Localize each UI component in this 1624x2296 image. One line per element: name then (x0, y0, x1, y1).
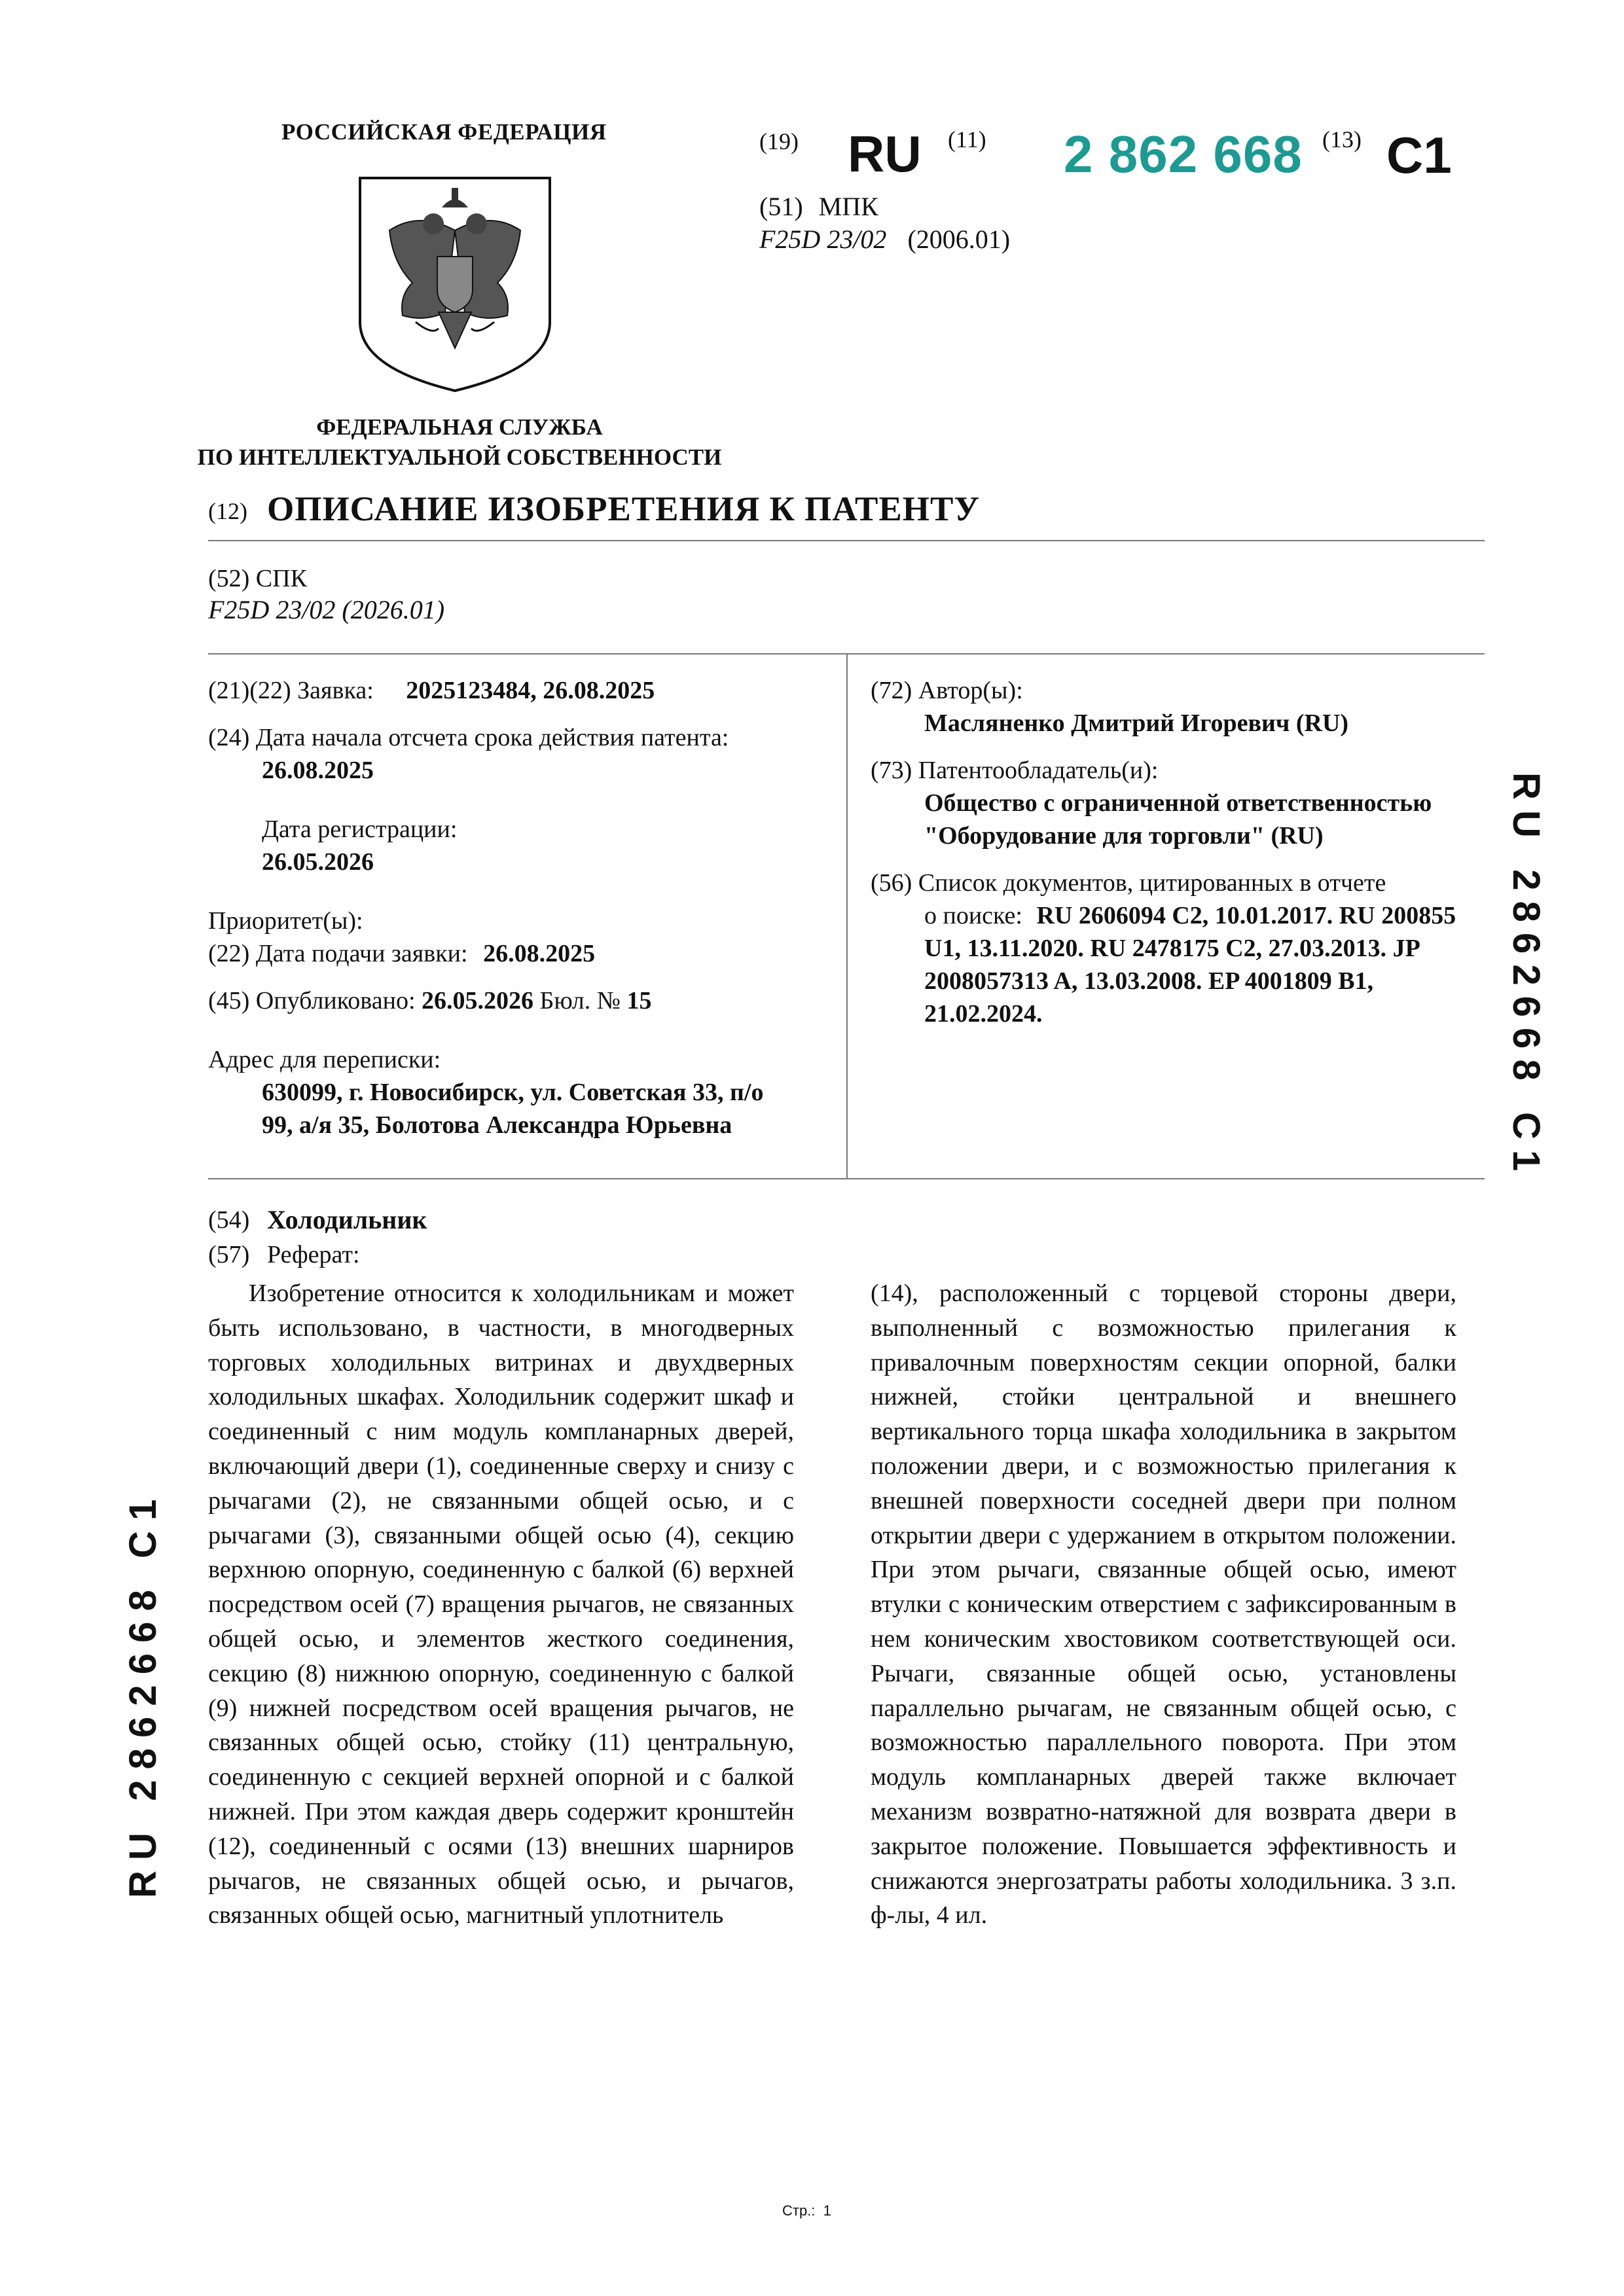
cited-label-2: о поиске: (924, 902, 1022, 929)
document-title: ОПИСАНИЕ ИЗОБРЕТЕНИЯ К ПАТЕНТУ (267, 490, 981, 528)
owner-line-1: Общество с ограниченной ответственностью (924, 789, 1432, 817)
authors-label: (72) Автор(ы): (871, 677, 1023, 704)
side-patent-id-left: R U 2 8 6 2 6 6 8 C 1 (122, 1499, 164, 1898)
application-value: 2025123484, 26.08.2025 (406, 677, 655, 704)
filing-label: (22) Дата подачи заявки: (208, 940, 468, 967)
registration-label: Дата регистрации: (262, 816, 458, 843)
authors-value: Масляненко Дмитрий Игоревич (RU) (924, 709, 1349, 737)
side-patent-id-right: R U 2 8 6 2 6 6 8 C 1 (1505, 772, 1547, 1172)
owner-line-2: "Оборудование для торговли" (RU) (924, 822, 1324, 850)
kind-code: C1 (1386, 126, 1452, 184)
application-label: (21)(22) Заявка: (208, 677, 374, 704)
bulletin-label: Бюл. № (539, 987, 621, 1014)
mpk-label: МПК (818, 192, 878, 221)
owner-label: (73) Патентообладатель(и): (871, 757, 1159, 784)
page-number: Стр.: 1 (782, 2202, 831, 2219)
coat-of-arms-emblem (353, 171, 556, 394)
mpk-version: (2006.01) (907, 224, 1011, 254)
term-start-value: 26.08.2025 (262, 757, 374, 784)
abstract-label: Реферат: (267, 1241, 360, 1268)
column-divider (846, 655, 848, 1178)
spk-classification: F25D 23/02 (2026.01) (208, 595, 445, 624)
agency-line-2: ПО ИНТЕЛЛЕКТУАЛЬНОЙ СОБСТВЕННОСТИ (197, 444, 722, 470)
agency-line-1: ФЕДЕРАЛЬНАЯ СЛУЖБА (316, 414, 603, 440)
spk-label: (52) СПК (208, 565, 307, 592)
inid-13: (13) (1322, 126, 1362, 152)
patent-number: 2 862 668 (1064, 125, 1303, 183)
divider (208, 1178, 1485, 1179)
published-label: (45) Опубликовано: (208, 987, 416, 1014)
inid-12: (12) (208, 498, 247, 524)
published-value: 26.05.2026 (422, 987, 534, 1014)
published-row (208, 984, 837, 1017)
mpk-class: F25D 23/02 (759, 224, 887, 254)
bulletin-value: 15 (626, 987, 652, 1014)
inid-57: (57) (208, 1241, 250, 1268)
mpk-heading (759, 191, 878, 222)
cited-line-2: U1, 13.11.2020. RU 2478175 C2, 27.03.2013. JP (924, 935, 1420, 962)
filing-value: 26.08.2025 (483, 940, 596, 967)
biblio-right-column (871, 674, 1486, 1030)
inid-11: (11) (948, 126, 986, 152)
inid-19: (19) (759, 128, 799, 154)
country-name: РОССИЙСКАЯ ФЕДЕРАЦИЯ (281, 119, 607, 145)
cited-line-3: 2008057313 A, 13.03.2008. EP 4001809 B1, (924, 967, 1374, 995)
address-label: Адрес для переписки: (208, 1046, 441, 1073)
inid-51: (51) (759, 192, 803, 221)
cited-row-1 (871, 899, 1486, 932)
divider (208, 540, 1485, 541)
address-line-2: 99, а/я 35, Болотова Александра Юрьевна (262, 1111, 732, 1139)
inid-54: (54) (208, 1206, 250, 1234)
cited-label: (56) Список документов, цитированных в отчете (871, 869, 1386, 897)
abstract-left-column: Изобретение относится к холодильникам и может быть использовано, в частности, в многодверных торговых холодильных витринах и двухдверных холодильных шкафах. Холодильник содержит шкаф и соединенный с ним модуль компланарных дверей, включающий двери (1), соединенные сверху и снизу с рычагами (2), не связанными общей осью, и с рычагами (3), связанными общей осью (4), секцию верхнюю опорную, соединенную с балкой (6) верхней посредством осей (7) вращения рычагов, не связанных общей осью, и элементов жесткого соединения, секцию (8) нижнюю опорную, соединенную с балкой (9) нижней посредством осей вращения рычагов, не связанных общей осью, стойку (11) центральную, соединенную с секцией верхней опорной и с балкой нижней. При этом каждая дверь содержит кронштейн (12), соединенный с осями (13) внешних шарниров рычагов, не связанных общей осью, и рычагов, связанных общей осью, магнитный уплотнитель (208, 1280, 794, 1929)
invention-title: Холодильник (267, 1205, 427, 1234)
agency-name (171, 412, 748, 473)
biblio-left-column (208, 674, 837, 1141)
cited-line-1: RU 2606094 C2, 10.01.2017. RU 200855 (1036, 902, 1456, 929)
registration-value: 26.05.2026 (262, 848, 374, 876)
country-code: RU (848, 125, 922, 183)
term-start-label: (24) Дата начала отсчета срока действия патента: (208, 724, 729, 751)
priority-label: Приоритет(ы): (208, 907, 363, 935)
cited-line-4: 21.02.2024. (924, 1000, 1043, 1028)
filing-row (208, 937, 837, 970)
mpk-classification (759, 224, 1010, 255)
application-row (208, 674, 837, 707)
abstract-right-column: (14), расположенный с торцевой стороны двери, выполненный с возможностью прилегания к привалочным поверхностям секции опорной, балки нижней, стойки центральной и внешнего вертикального торца шкафа холодильника в закрытом положении двери, и с возможностью прилегания к внешней поверхности соседней двери при полном открытии двери с удержанием в открытом положении. При этом рычаги, связанные общей осью, имеют втулки с коническим отверстием с зафиксированным в нем коническим хвостовиком соответствующей оси. Рычаги, связанные общей осью, установлены параллельно рычагам, не связанным общей осью, с возможностью параллельного поворота. При этом модуль компланарных дверей также включает механизм возвратно-натяжной для возврата двери в закрытое положение. Повышается эффективность и снижаются энергозатраты работы холодильника. 3 з.п. ф-лы, 4 ил. (871, 1280, 1456, 1929)
address-line-1: 630099, г. Новосибирск, ул. Советская 33, п/о (262, 1079, 764, 1106)
